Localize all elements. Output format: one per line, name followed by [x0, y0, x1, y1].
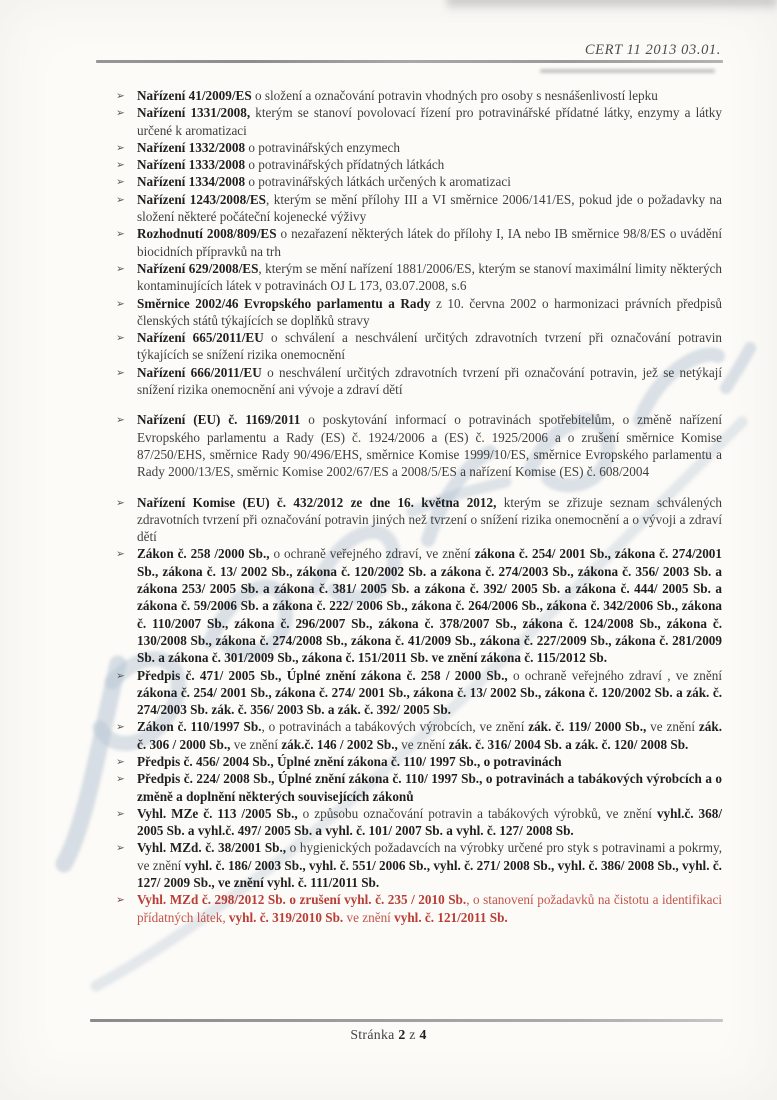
list-item — [116, 104, 722, 139]
arrow-bullet-icon: ➢ — [116, 228, 125, 241]
arrow-bullet-icon: ➢ — [116, 107, 125, 120]
list-item-text: Vyhl. MZd. č. 38/2001 Sb., o hygienických požadavcích na výrobky určené pro styk s potravinami a pokrmy, ve znění vyhl. č. 186/ 2003 Sb., vyhl. č. 551/ 2006 Sb., vyhl. č. 271/ 2008 Sb., vyhl. č. 386/ 2008 Sb., vyhl. č. 127/ 2009 Sb., ve znění vyhl. č. 111/2011 Sb. — [137, 840, 723, 891]
list-item — [116, 770, 722, 805]
footer-page-label: Stránka — [350, 1027, 395, 1042]
arrow-bullet-icon: ➢ — [116, 842, 125, 855]
list-item — [116, 411, 722, 480]
list-item-text: Vyhl. MZe č. 113 /2005 Sb., o způsobu označování potravin a tabákových výrobků, ve znění vyhl.č. 368/ 2005 Sb. a vyhl.č. 497/ 2005 Sb. a vyhl. č. 101/ 2007 Sb. a vyhl. č. 127/ 2008 Sb. — [137, 805, 722, 839]
list-item-text: Nařízení 1243/2008/ES, kterým se mění přílohy III a VI směrnice 2006/141/ES, pokud jde o požadavky na složení některé počáteční kojenecké výživy — [137, 191, 722, 225]
list-item-text: Nařízení 41/2009/ES o složení a označování potravin vhodných pro osoby s nesnášenlivostí lepku — [137, 88, 658, 103]
scan-artifact-top-edge — [447, 0, 777, 12]
arrow-bullet-icon: ➢ — [116, 773, 125, 786]
arrow-bullet-icon: ➢ — [116, 755, 125, 768]
list-item — [116, 839, 722, 891]
list-item — [116, 329, 722, 364]
arrow-bullet-icon: ➢ — [116, 193, 125, 206]
scan-artifact-header — [540, 69, 715, 73]
arrow-bullet-icon: ➢ — [116, 669, 125, 682]
list-item-text: Předpis č. 471/ 2005 Sb., Úplné znění zákona č. 258 / 2000 Sb., o ochraně veřejného zdraví , ve znění zákona č. 254/ 2001 Sb., zákona č. 274/ 2001 Sb., zákona č. 13/ 2002 Sb., zákona č. 120/2002 Sb. a zák. č. 274/2003 Sb. zák. č. 356/ 2003 Sb. a zák. č. 392/ 2005 Sb. — [137, 667, 722, 718]
list-item — [116, 545, 722, 666]
list-item-text: Nařízení 629/2008/ES, kterým se mění nařízení 1881/2006/ES, kterým se stanoví maximální limity některých kontaminujících látek v potravinách OJ L 173, 03.07.2008, s.6 — [137, 260, 722, 294]
list-item — [116, 494, 722, 546]
list-item — [116, 139, 722, 156]
arrow-bullet-icon: ➢ — [116, 366, 125, 379]
footer-current-page: 2 — [398, 1027, 406, 1042]
list-item-text: Nařízení 1333/2008 o potravinářských přídatných látkách — [137, 157, 445, 173]
footer-separator: z — [409, 1027, 416, 1042]
list-item-text: Nařízení Komise (EU) č. 432/2012 ze dne 16. května 2012, kterým se zřizuje seznam schválených zdravotních tvrzení při označování potravin jiných než tvrzení o snížení rizika onemocnění a o vývoji a zdraví dětí — [137, 494, 722, 545]
list-item — [116, 173, 722, 190]
list-item — [116, 87, 722, 104]
list-item — [116, 225, 722, 260]
list-item — [116, 667, 722, 719]
list-item-text: Nařízení (EU) č. 1169/2011 o poskytování informací o potravinách spotřebitelům, o změně nařízení Evropského parlamentu a Rady (ES) č. 1924/2006 a (ES) č. 1925/2006 a o zrušení směrnice Komise 87/250/EHS, směrnice Rady 90/496/EHS, směrnice Komise 1999/10/ES, směrnice Evropského parlamentu a Rady 2000/13/ES, směrnic Komise 2002/67/ES a 2008/5/ES a nařízení Komise (ES) č. 608/2004 — [137, 412, 722, 480]
arrow-bullet-icon: ➢ — [116, 496, 125, 509]
header-rule — [96, 60, 723, 63]
list-item — [116, 718, 722, 753]
arrow-bullet-icon: ➢ — [116, 159, 125, 172]
arrow-bullet-icon: ➢ — [116, 141, 125, 154]
list-item-text: Nařízení 1331/2008, kterým se stanoví povolovací řízení pro potravinářské přídatné látky, enzymy a látky určené k aromatizaci — [137, 105, 722, 138]
list-item-text: Zákon č. 258 /2000 Sb., o ochraně veřejného zdraví, ve znění zákona č. 254/ 2001 Sb., zákona č. 274/2001 Sb., zákona č. 13/ 2002 Sb., zákona č. 120/2002 Sb. a zákona č. 274/2003 Sb., zákona č. 356/ 2003 Sb. a zákona 253/ 2005 Sb. a zákona č. 381/ 2005 Sb. a zákona č. 392/ 2005 Sb. a zákona č. 444/ 2005 Sb. a zákona č. 59/2006 Sb. a zákona č. 222/ 2006 Sb., zákona č. 264/2006 Sb., zákona č. 342/2006 Sb., zákona č. 110/2007 Sb., zákona č. 296/2007 Sb., zákona č. 378/2007 Sb., zákona č. 124/2008 Sb., zákona č. 130/2008 Sb., zákona č. 274/2008 Sb., zákona č. 41/2009 Sb., zákona č. 227/2009 Sb., zákona č. 281/2009 Sb. a zákona č. 301/2009 Sb., zákona č. 151/2011 Sb. ve znění zákona č. 115/2012 Sb. — [137, 546, 722, 666]
list-item-text: Předpis č. 224/ 2008 Sb., Úplné znění zákona č. 110/ 1997 Sb., o potravinách a tabákových výrobcích a o změně a doplnění některých souvisejících zákonů — [137, 771, 722, 804]
list-item — [116, 156, 722, 173]
list-item — [116, 753, 722, 770]
list-item-text: Vyhl. MZd č. 298/2012 Sb. o zrušení vyhl. č. 235 / 2010 Sb., o stanovení požadavků na čistotu a identifikaci přídatných látek, vyhl. č. 319/2010 Sb. ve znění vyhl. č. 121/2011 Sb. — [137, 892, 723, 925]
regulation-list — [116, 87, 722, 926]
arrow-bullet-icon: ➢ — [116, 894, 125, 907]
list-item-text: Zákon č. 110/1997 Sb., o potravinách a tabákových výrobcích, ve znění zák. č. 119/ 2000 Sb., ve znění zák. č. 306 / 2000 Sb., ve znění zák.č. 146 / 2002 Sb., ve znění zák. č. 316/ 2004 Sb. a zák. č. 120/ 2008 Sb. — [137, 719, 722, 752]
arrow-bullet-icon: ➢ — [116, 297, 125, 310]
list-item — [116, 191, 722, 226]
list-item — [116, 364, 722, 399]
arrow-bullet-icon: ➢ — [116, 721, 125, 734]
arrow-bullet-icon: ➢ — [116, 414, 125, 427]
list-item — [116, 260, 722, 295]
list-item-text: Nařízení 1334/2008 o potravinářských látkách určených k aromatizaci — [137, 174, 511, 190]
arrow-bullet-icon: ➢ — [116, 262, 125, 275]
list-item-text: Rozhodnutí 2008/809/ES o nezařazení některých látek do přílohy I, IA nebo IB směrnice 98/8/ES o uvádění biocidních přípravků na trh — [137, 226, 722, 259]
arrow-bullet-icon: ➢ — [116, 332, 125, 345]
footer-rule — [90, 1019, 723, 1022]
footer-total-pages: 4 — [419, 1027, 427, 1042]
header-doc-code: CERT 11 2013 03.01. — [584, 42, 721, 58]
list-item — [116, 805, 722, 840]
arrow-bullet-icon: ➢ — [116, 90, 125, 102]
arrow-bullet-icon: ➢ — [116, 176, 125, 189]
list-item-text: Nařízení 666/2011/EU o neschválení určitých zdravotních tvrzení při označování potravin, jež se netýkají snížení rizika onemocnění ani vývoje a zdraví dětí — [137, 364, 723, 398]
arrow-bullet-icon: ➢ — [116, 548, 125, 561]
list-item — [116, 295, 722, 330]
list-item-text: Směrnice 2002/46 Evropského parlamentu a Rady z 10. června 2002 o harmonizaci právních předpisů členských států týkajících se doplňků stravy — [137, 295, 722, 328]
list-item-text: Nařízení 665/2011/EU o schválení a neschválení určitých zdravotních tvrzení při označování potravin týkajících se snížení rizika onemocnění — [137, 330, 722, 363]
list-item-text: Nařízení 1332/2008 o potravinářských enzymech — [137, 139, 400, 155]
list-item — [116, 891, 722, 926]
arrow-bullet-icon: ➢ — [116, 807, 125, 820]
footer-page-number — [0, 1027, 777, 1043]
list-item-text: Předpis č. 456/ 2004 Sb., Úplné znění zákona č. 110/ 1997 Sb., o potravinách — [137, 753, 562, 769]
